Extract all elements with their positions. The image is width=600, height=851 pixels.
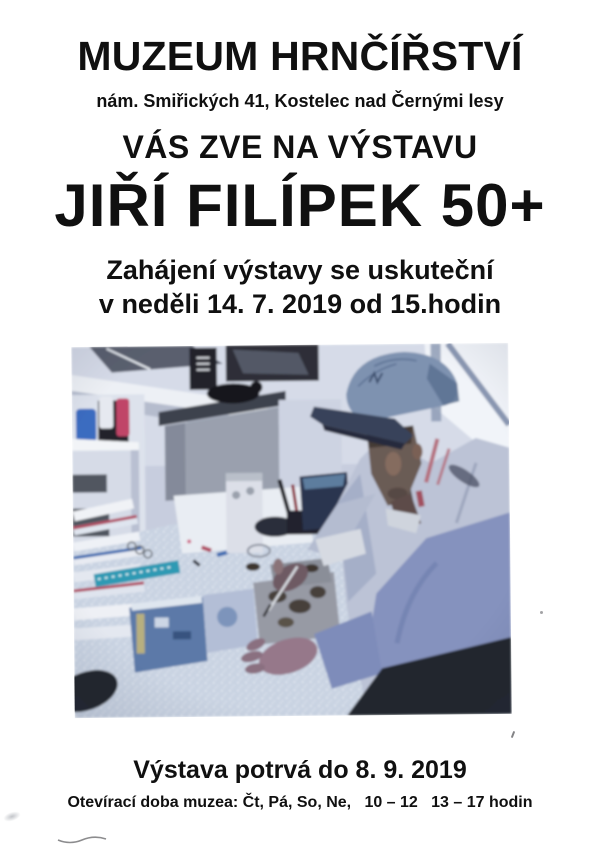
opening-line-2: v neděli 14. 7. 2019 od 15.hodin	[98, 289, 502, 319]
museum-title: MUZEUM HRNČÍŘSTVÍ	[77, 33, 523, 79]
photo-vignette	[71, 343, 512, 718]
invite-line: VÁS ZVE NA VÝSTAVU	[122, 129, 478, 165]
photo-man-at-desk	[71, 343, 512, 718]
scan-squiggle	[57, 833, 107, 845]
museum-address: nám. Smiřických 41, Kostelec nad Černými lesy	[96, 91, 504, 111]
photo-illustration	[71, 343, 512, 718]
opening-line-1: Zahájení výstavy se uskuteční	[106, 255, 494, 285]
scan-speck	[540, 611, 543, 614]
scan-tick	[511, 731, 515, 738]
duration-line: Výstava potrvá do 8. 9. 2019	[133, 756, 467, 784]
artist-title: JIŘÍ FILÍPEK 50+	[54, 172, 546, 239]
opening-hours-line: Otevírací doba muzea: Čt, Pá, So, Ne, 10 – 12 13 – 17 hodin	[67, 794, 533, 811]
